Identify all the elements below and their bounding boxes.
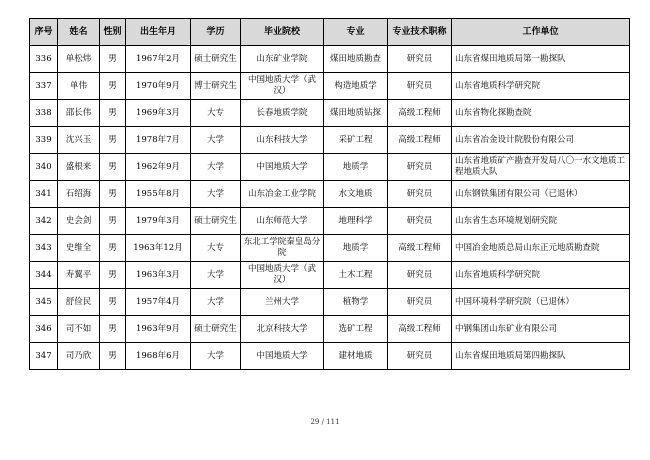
cell-col-workplace: 山东省煤田地质局第一勘探队	[452, 46, 630, 73]
table-row	[30, 46, 630, 73]
cell-col-school: 山东师范大学	[241, 208, 324, 235]
cell-col-major: 植物学	[324, 289, 388, 316]
cell-col-index: 345	[30, 289, 58, 316]
cell-col-major: 建材地质	[324, 343, 388, 370]
cell-col-birth: 1978年7月	[126, 127, 191, 154]
cell-col-birth: 1963年12月	[126, 235, 191, 262]
cell-col-title: 研究员	[388, 154, 452, 181]
cell-col-school: 中国地质大学	[241, 154, 324, 181]
cell-col-school: 长春地质学院	[241, 100, 324, 127]
header-col-birth: 出生年月	[126, 19, 191, 46]
cell-col-workplace: 中国环境科学研究院（已退休）	[452, 289, 630, 316]
cell-col-birth: 1967年2月	[126, 46, 191, 73]
table-row	[30, 181, 630, 208]
personnel-table	[29, 18, 630, 370]
cell-col-school: 中国地质大学（武汉）	[241, 73, 324, 100]
table-row	[30, 127, 630, 154]
cell-col-name: 单松炜	[58, 46, 100, 73]
cell-col-education: 大专	[191, 100, 241, 127]
cell-col-gender: 男	[100, 262, 126, 289]
table-header-row	[30, 19, 630, 46]
cell-col-workplace: 山东省物化探勘查院	[452, 100, 630, 127]
cell-col-index: 341	[30, 181, 58, 208]
cell-col-workplace: 中钢集团山东矿业有限公司	[452, 316, 630, 343]
cell-col-birth: 1968年6月	[126, 343, 191, 370]
cell-col-index: 347	[30, 343, 58, 370]
header-col-major: 专业	[324, 19, 388, 46]
cell-col-school: 山东冶金工业学院	[241, 181, 324, 208]
cell-col-gender: 男	[100, 127, 126, 154]
cell-col-education: 大学	[191, 289, 241, 316]
cell-col-index: 343	[30, 235, 58, 262]
cell-col-major: 土木工程	[324, 262, 388, 289]
cell-col-name: 史会剑	[58, 208, 100, 235]
table-row	[30, 73, 630, 100]
cell-col-index: 340	[30, 154, 58, 181]
cell-col-school: 中国地质大学	[241, 343, 324, 370]
cell-col-title: 研究员	[388, 208, 452, 235]
cell-col-major: 地质学	[324, 154, 388, 181]
table-body	[30, 46, 630, 370]
cell-col-birth: 1955年8月	[126, 181, 191, 208]
cell-col-index: 346	[30, 316, 58, 343]
cell-col-gender: 男	[100, 154, 126, 181]
cell-col-workplace: 山东省地质科学研究院	[452, 73, 630, 100]
cell-col-school: 东北工学院秦皇岛分院	[241, 235, 324, 262]
cell-col-workplace: 山东省煤田地质局第四勘探队	[452, 343, 630, 370]
document-sheet	[29, 18, 630, 370]
cell-col-title: 研究员	[388, 343, 452, 370]
cell-col-index: 342	[30, 208, 58, 235]
cell-col-title: 高级工程师	[388, 127, 452, 154]
cell-col-birth: 1963年9月	[126, 316, 191, 343]
cell-col-birth: 1963年3月	[126, 262, 191, 289]
cell-col-major: 煤田地质勘查	[324, 46, 388, 73]
cell-col-name: 沈兴玉	[58, 127, 100, 154]
cell-col-index: 344	[30, 262, 58, 289]
cell-col-education: 硕士研究生	[191, 208, 241, 235]
cell-col-education: 硕士研究生	[191, 46, 241, 73]
cell-col-title: 高级工程师	[388, 100, 452, 127]
header-col-education: 学历	[191, 19, 241, 46]
header-col-school: 毕业院校	[241, 19, 324, 46]
cell-col-index: 338	[30, 100, 58, 127]
cell-col-workplace: 山东省地质科学研究院	[452, 262, 630, 289]
header-col-name: 姓名	[58, 19, 100, 46]
cell-col-birth: 1969年3月	[126, 100, 191, 127]
cell-col-title: 研究员	[388, 262, 452, 289]
cell-col-school: 北京科技大学	[241, 316, 324, 343]
cell-col-education: 大学	[191, 262, 241, 289]
cell-col-title: 研究员	[388, 46, 452, 73]
cell-col-major: 地质学	[324, 235, 388, 262]
cell-col-major: 选矿工程	[324, 316, 388, 343]
cell-col-gender: 男	[100, 46, 126, 73]
cell-col-title: 高级工程师	[388, 316, 452, 343]
cell-col-index: 339	[30, 127, 58, 154]
cell-col-name: 史维全	[58, 235, 100, 262]
cell-col-gender: 男	[100, 235, 126, 262]
header-col-title: 专业技术职称	[388, 19, 452, 46]
cell-col-workplace: 山东省生态环境规划研究院	[452, 208, 630, 235]
cell-col-title: 研究员	[388, 181, 452, 208]
cell-col-workplace: 山东省地质矿产勘查开发局八〇一水文地质工程地质大队	[452, 154, 630, 181]
cell-col-education: 大专	[191, 235, 241, 262]
cell-col-name: 邵长伟	[58, 100, 100, 127]
cell-col-birth: 1979年3月	[126, 208, 191, 235]
cell-col-education: 大学	[191, 127, 241, 154]
cell-col-school: 山东科技大学	[241, 127, 324, 154]
cell-col-workplace: 山东省冶金设计院股份有限公司	[452, 127, 630, 154]
cell-col-gender: 男	[100, 343, 126, 370]
cell-col-workplace: 中国冶金地质总局山东正元地质勘查院	[452, 235, 630, 262]
cell-col-gender: 男	[100, 208, 126, 235]
cell-col-name: 石绍海	[58, 181, 100, 208]
cell-col-index: 336	[30, 46, 58, 73]
table-row	[30, 208, 630, 235]
header-col-index: 序号	[30, 19, 58, 46]
cell-col-education: 硕士研究生	[191, 316, 241, 343]
cell-col-education: 博士研究生	[191, 73, 241, 100]
header-col-gender: 性别	[100, 19, 126, 46]
table-row	[30, 343, 630, 370]
cell-col-education: 大学	[191, 154, 241, 181]
table-row	[30, 262, 630, 289]
cell-col-school: 兰州大学	[241, 289, 324, 316]
cell-col-major: 采矿工程	[324, 127, 388, 154]
cell-col-major: 地理科学	[324, 208, 388, 235]
header-col-workplace: 工作单位	[452, 19, 630, 46]
cell-col-name: 单伟	[58, 73, 100, 100]
cell-col-name: 盛根来	[58, 154, 100, 181]
table-row	[30, 316, 630, 343]
cell-col-title: 高级工程师	[388, 235, 452, 262]
cell-col-education: 大学	[191, 343, 241, 370]
table-row	[30, 235, 630, 262]
cell-col-major: 构造地质学	[324, 73, 388, 100]
cell-col-gender: 男	[100, 100, 126, 127]
cell-col-name: 司乃欣	[58, 343, 100, 370]
cell-col-major: 水文地质	[324, 181, 388, 208]
cell-col-birth: 1957年4月	[126, 289, 191, 316]
cell-col-title: 研究员	[388, 73, 452, 100]
page-number: 29 / 111	[310, 418, 340, 426]
cell-col-gender: 男	[100, 289, 126, 316]
cell-col-school: 中国地质大学（武汉）	[241, 262, 324, 289]
cell-col-gender: 男	[100, 73, 126, 100]
table-row	[30, 154, 630, 181]
cell-col-workplace: 山东钢铁集团有限公司（已退休）	[452, 181, 630, 208]
cell-col-name: 舒俭民	[58, 289, 100, 316]
cell-col-index: 337	[30, 73, 58, 100]
cell-col-school: 山东矿业学院	[241, 46, 324, 73]
cell-col-name: 司不如	[58, 316, 100, 343]
cell-col-gender: 男	[100, 316, 126, 343]
cell-col-title: 研究员	[388, 289, 452, 316]
cell-col-birth: 1962年9月	[126, 154, 191, 181]
cell-col-name: 寿翼平	[58, 262, 100, 289]
cell-col-education: 大学	[191, 181, 241, 208]
table-row	[30, 100, 630, 127]
cell-col-major: 煤田地质钻探	[324, 100, 388, 127]
cell-col-birth: 1970年9月	[126, 73, 191, 100]
cell-col-gender: 男	[100, 181, 126, 208]
table-row	[30, 289, 630, 316]
